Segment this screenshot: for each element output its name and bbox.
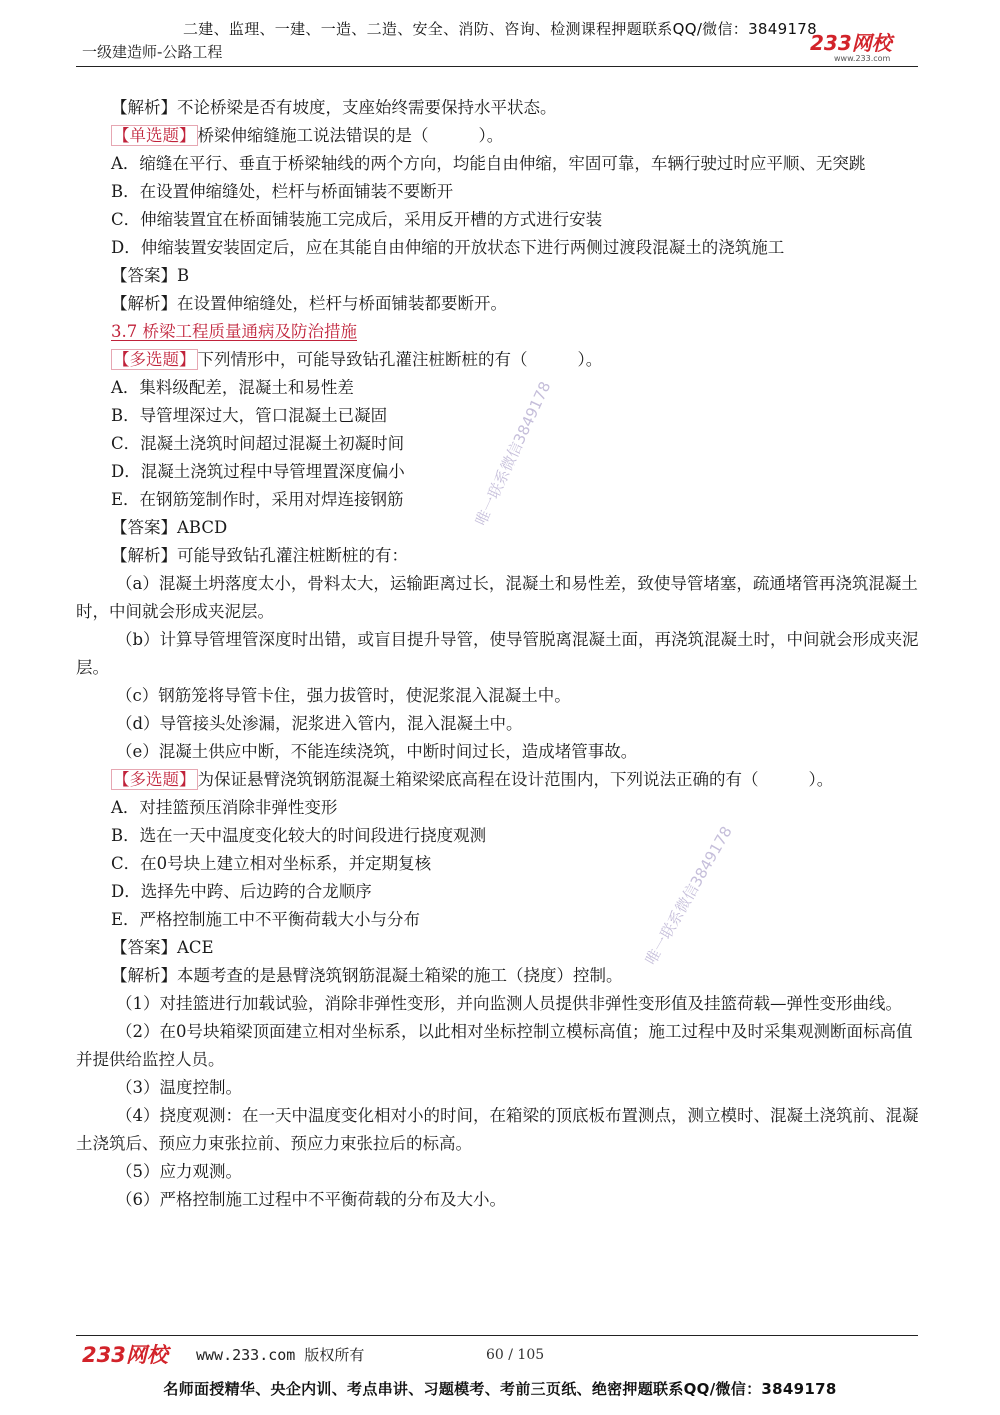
explanation-item: （6）严格控制施工过程中不平衡荷载的分布及大小。 xyxy=(116,1190,506,1209)
option-line: B．选在一天中温度变化较大的时间段进行挠度观测 xyxy=(111,826,487,845)
explanation-item: （d）导管接头处渗漏，泥浆进入管内，混入混凝土中。 xyxy=(116,714,523,733)
option-line: A．对挂篮预压消除非弹性变形 xyxy=(111,798,338,817)
option-line: A．缩缝在平行、垂直于桥梁轴线的两个方向，均能自由伸缩，牢固可靠，车辆行驶过时应平顺、无突跳 xyxy=(111,154,866,173)
explanation-item: （c）钢筋笼将导管卡住，强力拔管时，使泥浆混入混凝土中。 xyxy=(116,686,571,705)
explanation-item: （2）在0号块箱梁顶面建立相对坐标系，以此相对坐标控制立模标高值；施工过程中及时采集观测断面标高值并提供给监控人员。 xyxy=(76,1022,913,1069)
explanation-item: （3）温度控制。 xyxy=(116,1078,242,1097)
question-type-tag: 【多选题】 xyxy=(113,770,196,789)
line-text: ACE xyxy=(177,938,214,957)
analysis-line xyxy=(76,290,926,318)
bottom-banner: 名师面授精华、央企内训、考点串讲、习题模考、考前三页纸、绝密押题联系QQ/微信：3849178 xyxy=(163,1380,837,1398)
option-line: B．在设置伸缩缝处，栏杆与桥面铺装不要断开 xyxy=(111,182,454,201)
logo-text-bottom: 233网校 xyxy=(82,1343,168,1367)
top-banner: 二建、监理、一建、一造、二造、安全、消防、咨询、检测课程押题联系QQ/微信：3849178 xyxy=(183,20,817,38)
line-tag: 【解析】 xyxy=(111,966,177,985)
question-line xyxy=(76,766,926,794)
analysis-line xyxy=(76,94,926,122)
option-line: C．混凝土浇筑时间超过混凝土初凝时间 xyxy=(111,434,405,453)
line-text: 不论桥梁是否有坡度，支座始终需要保持水平状态。 xyxy=(177,98,557,117)
option-line: A．集料级配差，混凝土和易性差 xyxy=(111,378,354,397)
line-text: 本题考查的是悬臂浇筑钢筋混凝土箱梁的施工（挠度）控制。 xyxy=(177,966,623,985)
line-text: ABCD xyxy=(177,518,228,537)
logo-233-top xyxy=(808,28,920,64)
line-tag: 【解析】 xyxy=(111,546,177,565)
course-title: 一级建造师-公路工程 xyxy=(82,43,223,61)
line-tag: 【解析】 xyxy=(111,294,177,313)
question-line xyxy=(76,346,926,374)
watermark-1: 唯一联系微信3849178 xyxy=(471,378,555,529)
answer-line xyxy=(76,262,926,290)
question-text: 为保证悬臂浇筑钢筋混凝土箱梁梁底高程在设计范围内，下列说法正确的有（ xyxy=(197,770,759,789)
option-line: D．选择先中跨、后边跨的合龙顺序 xyxy=(111,882,372,901)
section-heading: 3.7 桥梁工程质量通病及防治措施 xyxy=(111,322,357,341)
question-line xyxy=(76,122,926,150)
line-tag: 【解析】 xyxy=(111,98,177,117)
line-text: 可能导致钻孔灌注桩断桩的有： xyxy=(177,546,408,565)
question-type-tag: 【单选题】 xyxy=(113,126,196,145)
line-tag: 【答案】 xyxy=(111,266,177,285)
logo-text: 233网校 xyxy=(810,31,892,55)
line-text: B xyxy=(177,266,190,285)
line-text: 在设置伸缩缝处，栏杆与桥面铺装都要断开。 xyxy=(177,294,507,313)
explanation-item: （5）应力观测。 xyxy=(116,1162,242,1181)
document-body xyxy=(76,94,926,1214)
option-line: E．在钢筋笼制作时，采用对焊连接钢筋 xyxy=(111,490,404,509)
logo-233-bottom xyxy=(80,1340,184,1368)
question-end: ）。 xyxy=(577,350,603,369)
logo-url: www.233.com xyxy=(834,54,891,63)
explanation-item: （1）对挂篮进行加载试验，消除非弹性变形，并向监测人员提供非弹性变形值及挂篮荷载—弹性变形曲线。 xyxy=(116,994,902,1013)
line-tag: 【答案】 xyxy=(111,938,177,957)
option-line: C．在0号块上建立相对坐标系，并定期复核 xyxy=(111,854,432,873)
question-end: ）。 xyxy=(478,126,504,145)
answer-line xyxy=(76,514,926,542)
option-line: D．伸缩装置安装固定后，应在其能自由伸缩的开放状态下进行两侧过渡段混凝土的浇筑施工 xyxy=(111,238,785,257)
analysis-line xyxy=(76,542,926,570)
question-end: ）。 xyxy=(808,770,834,789)
line-tag: 【答案】 xyxy=(111,518,177,537)
question-text: 桥梁伸缩缝施工说法错误的是（ xyxy=(197,126,429,145)
explanation-item: （a）混凝土坍落度太小，骨料太大，运输距离过长，混凝土和易性差，致使导管堵塞，疏通堵管再浇筑混凝土时，中间就会形成夹泥层。 xyxy=(76,574,918,621)
explanation-item: （4）挠度观测：在一天中温度变化相对小的时间，在箱梁的顶底板布置测点，测立模时、混凝土浇筑前、混凝土浇筑后、预应力束张拉前、预应力束张拉后的标高。 xyxy=(76,1106,919,1153)
analysis-line xyxy=(76,962,926,990)
question-text: 下列情形中，可能导致钻孔灌注桩断桩的有（ xyxy=(197,350,528,369)
option-line: E．严格控制施工中不平衡荷载大小与分布 xyxy=(111,910,421,929)
option-line: C．伸缩装置宜在桥面铺装施工完成后，采用反开槽的方式进行安装 xyxy=(111,210,603,229)
explanation-item: （e）混凝土供应中断，不能连续浇筑，中断时间过长，造成堵管事故。 xyxy=(116,742,638,761)
copyright: www.233.com 版权所有 xyxy=(196,1346,365,1364)
header-divider xyxy=(76,66,918,67)
explanation-item: （b）计算导管埋管深度时出错，或盲目提升导管，使导管脱离混凝土面，再浇筑混凝土时，中间就会形成夹泥层。 xyxy=(76,630,919,677)
watermark-2: 唯一联系微信3849178 xyxy=(641,823,736,968)
question-type-tag: 【多选题】 xyxy=(113,350,196,369)
option-line: D．混凝土浇筑过程中导管埋置深度偏小 xyxy=(111,462,405,481)
answer-line xyxy=(76,934,926,962)
footer-divider xyxy=(76,1335,918,1336)
option-line: B．导管埋深过大，管口混凝土已凝固 xyxy=(111,406,388,425)
page-number: 60 / 105 xyxy=(486,1347,545,1363)
